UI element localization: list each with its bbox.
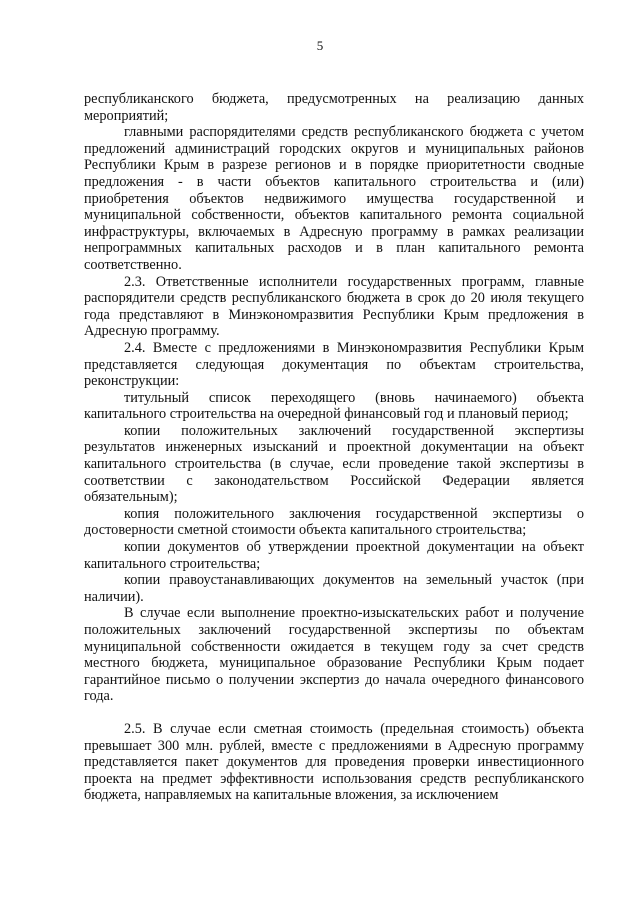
- paragraph-estimate-conclusion: копия положительного заключения государственной экспертизы о достоверности сметной стоимости объекта капитального строительства;: [84, 505, 584, 539]
- paragraph-expertise-copies: копии положительных заключений государственной экспертизы результатов инженерных изысканий и проектной документации на объект капитального строительства (в случае, если проведение такой экспертизы в соответствии с законодательством Российской Федерации является обязательным);: [84, 422, 584, 506]
- paragraph-2-5: 2.5. В случае если сметная стоимость (предельная стоимость) объекта превышает 300 млн. рублей, вместе с предложениями в Адресную программу представляется пакет документов для проведения проверки инвестиционного проекта на предмет эффективности использования средств республиканского бюджета, направляемых на капитальные вложения, за исключением: [84, 720, 584, 804]
- paragraph-main-managers: главными распорядителями средств республиканского бюджета с учетом предложений администраций городских округов и муниципальных районов Республики Крым в разрезе регионов и в порядке приоритетности сводные предложения - в части объектов капитального строительства и (или) приобретения объектов недвижимого имущества государственной и муниципальной собственности, объектов капитального ремонта социальной инфраструктуры, включаемых в Адресную программу в рамках реализации непрограммных капитальных расходов и в план капитального ремонта соответственно.: [84, 124, 584, 273]
- paragraph-title-list: титульный список переходящего (вновь начинаемого) объекта капитального строительства на очередной финансовый год и плановый период;: [84, 389, 584, 423]
- paragraph-design-approval: копии документов об утверждении проектной документации на объект капитального строительства;: [84, 539, 584, 572]
- document-body: [84, 91, 584, 804]
- paragraph-2-4: 2.4. Вместе с предложениями в Минэкономразвития Республики Крым представляется следующая документация по объектам строительства, реконструкции:: [84, 339, 584, 390]
- page-number: 5: [316, 38, 324, 53]
- paragraph-land-documents: копии правоустанавливающих документов на земельный участок (при наличии).: [84, 572, 584, 605]
- paragraph-continuation: республиканского бюджета, предусмотренных на реализацию данных мероприятий;: [84, 91, 584, 124]
- paragraph-guarantee-letter: В случае если выполнение проектно-изыскательских работ и получение положительных заключений государственной экспертизы по объектам муниципальной собственности ожидается в текущем году за счет средств местного бюджета, муниципальное образование Республики Крым подает гарантийное письмо о получении экспертиз до начала очередного финансового года.: [84, 605, 584, 705]
- paragraph-2-3: 2.3. Ответственные исполнители государственных программ, главные распорядители средств республиканского бюджета в срок до 20 июля текущего года представляют в Минэкономразвития Республики Крым предложения в Адресную программу.: [84, 273, 584, 340]
